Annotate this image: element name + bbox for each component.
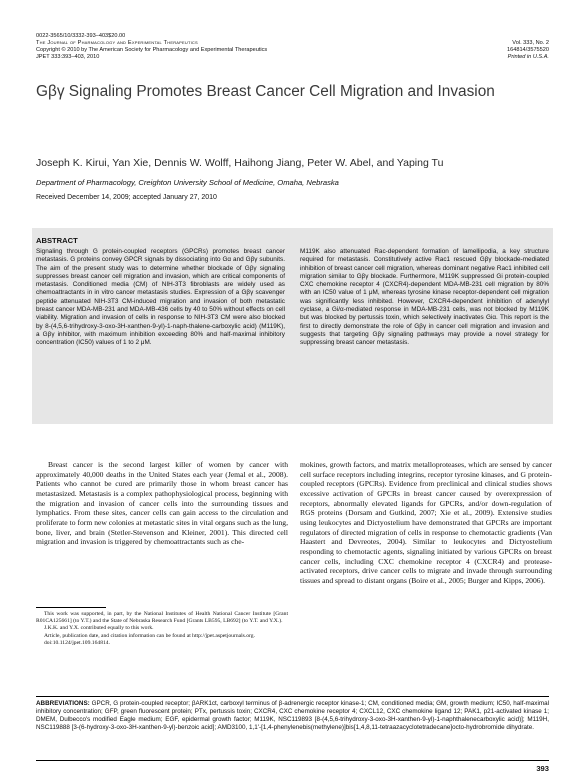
article-title: Gβγ Signaling Promotes Breast Cancer Cell Migration and Invasion — [36, 83, 495, 100]
header-journal-name: The Journal of Pharmacology and Experimental Therapeutics — [36, 40, 198, 46]
body-text-left: Breast cancer is the second largest killer of women by cancer with approximately 40,000 deaths in the United States each year (Jemal et al., 2008). Patients who cannot be cured are primarily those in whom breast cancer has metastasized. Metastasis is a complex pathophysiological process, beginning with the migration and invasion of cancer cells into the surrounding tissues and lymphatics. From these sites, cancer cells can gain access to the circulation and proliferate to form new colonies at metastatic sites in vital organs such as the lung, bone, liver, and brain (Stetler-Stevenson and Kleiner, 2001). This directed cell migration and invasion is triggered by chemoattractants such as che- — [36, 460, 288, 547]
author-list: Joseph K. Kirui, Yan Xie, Dennis W. Wolff, Haihong Jiang, Peter W. Abel, and Yaping Tu — [36, 157, 444, 169]
abstract-heading: ABSTRACT — [36, 236, 78, 245]
footnote-divider — [36, 607, 106, 608]
header-left — [36, 33, 267, 61]
author-affiliation: Department of Pharmacology, Creighton University School of Medicine, Omaha, Nebraska — [36, 178, 339, 187]
journal-header — [36, 33, 549, 69]
abstract-text-right: M119K also attenuated Rac-dependent formation of lamellipodia, a key structure required for metastasis. Constitutively active Rac1 rescued Gβγ blockade-mediated inhibition of breast cancer cell migration, whereas dominant negative Rac1 inhibited cell migration similar to Gβγ blockade. Furthermore, M119K suppressed Gi protein-coupled CXC chemokine receptor 4 (CXCR4)-dependent MDA-MB-231 cell migration by 80% with an IC50 value of 1 μM, whereas tyrosine kinase receptor-dependent cell migration was significantly less inhibited. However, CXCR4-dependent inhibition of adenylyl cyclase, a Gi/α-mediated response in MDA-MB-231 cells, was not blocked by M119K but was blocked by pertussis toxin, which selectively inactivates Giα. This report is the first to directly demonstrate the role of Gβγ in cancer cell migration and invasion and suggests that targeting Gβγ signaling pathways may provide a novel strategy for suppressing breast cancer metastasis. — [300, 248, 549, 347]
footnote-funding: This work was supported, in part, by the National Institutes of Health National Cancer Institute [Grant R01CA125661] (to Y.T.) and the State of Nebraska Research Fund [Grants LB595, LB692] (to Y.T. and Y.X.). — [36, 611, 288, 625]
abbreviations-divider — [36, 696, 549, 697]
header-jpet-ref: JPET 333:393–403, 2010 — [36, 54, 100, 60]
footnote-publication-info: Article, publication date, and citation information can be found at http://jpet.aspetjournals.org. — [44, 632, 256, 639]
footnote-doi: doi:10.1124/jpet.109.164814. — [44, 639, 110, 646]
bottom-divider — [36, 760, 549, 761]
page-number: 393 — [536, 764, 549, 773]
abbreviations-text: GPCR, G protein-coupled receptor; βARK1ct, carboxyl terminus of β-adrenergic receptor kinase-1; CM, conditioned media; GM, growth medium; IC50, half-maximal inhibitory concentration; GFP, green fluorescent protein; PTx, pertussis toxin; CXCR4, CXC chemokine receptor 4; CXCL12, CXC chemokine ligand 12; PAK1, p21-activated kinase 1; DMEM, Dulbecco's modified Eagle medium; EGF, epidermal growth factor; M119K, NSC119893 [8-(4,5,6-trihydroxy-3-oxo-3H-xanthen-9-yl)-1-naphthalenecarboxylic acid)]; M119H, NSC119888 [3-(6-hydroxy-3-oxo-3H-xanthen-9-yl)-benzoic acid]; AMD3100, 1,1'-[1,4-phenylenebis(methylene)]bis[1,4,8,11-tetraazacyclotetradecane]octo-hydrobromide dihydrate. — [36, 700, 549, 731]
abstract-text-left: Signaling through G protein-coupled receptors (GPCRs) promotes breast cancer metastasis. G proteins convey GPCR signals by dissociating into Gα and Gβγ subunits. The aim of the present study was to determine whether blockade of Gβγ signaling suppresses breast cancer cell migration and invasion, which are critical components of metastasis. Conditioned media (CM) of NIH-3T3 fibroblasts are widely used as chemoattractants in in vitro cancer metastasis studies. Expression of a Gβγ scavenger peptide attenuated NIH-3T3 CM-induced migration and invasion of both metastatic breast cancer MDA-MB-231 and MDA-MB-436 cells by 40 to 50% without effects on cell viability. Migration and invasion of cells in response to NIH-3T3 CM were also blocked by 8-(4,5,6-trihydroxy-3-oxo-3H-xanthen-9-yl)-1-naph-thalene-carboxylic acid) (M119K), a Gβγ inhibitor, with maximum inhibition exceeding 80% and half-maximal inhibitory concentration (IC50) values of 1 to 2 μM. — [36, 248, 285, 347]
header-printed: Printed in U.S.A. — [507, 54, 549, 60]
footnotes — [36, 611, 288, 647]
header-right — [507, 33, 549, 61]
received-dates: Received December 14, 2009; accepted January 27, 2010 — [36, 194, 217, 201]
header-volume: Vol. 333, No. 2 — [512, 40, 549, 46]
footnote-contribution: J.K.K. and Y.X. contributed equally to this work. — [44, 625, 154, 632]
abbreviations — [36, 700, 549, 732]
header-article-id: 164814/3575520 — [507, 47, 549, 53]
header-copyright: Copyright © 2010 by The American Society for Pharmacology and Experimental Therapeutics — [36, 47, 268, 53]
abbreviations-label: ABBREVIATIONS: — [36, 700, 90, 707]
header-doi: 0022-3565/10/3332-393–403$20.00 — [36, 33, 126, 39]
body-text-right: mokines, growth factors, and matrix metalloproteases, which are sensed by cancer cell surface receptors including integrins, receptor tyrosine kinases, and G protein-coupled receptors (GPCRs). Evidence from preclinical and clinical studies shows excessive activation of GPCRs in breast cancer caused by overexpression of receptors, abnormally elevated ligands for GPCRs, and/or down-regulation of RGS proteins (Dorsam and Gutkind, 2007; Xie et al., 2009). Extensive studies using leukocytes and Dictyostelium have demonstrated that GPCRs are important regulators of directed migration of cells in response to chemotactic gradients (Van Haastert and Devreotes, 2004). Similar to leukocytes and Dictyostelium responding to chemotactic agents, signaling initiated by various GPCRs on breast cancer cells, including CXC chemokine receptor 4 (CXCR4) and protease-activated receptors, drive cancer cells to migrate and invade through surrounding tissues and spread to distant organs (Boire et al., 2005; Burger and Kipps, 2006). — [300, 460, 552, 585]
